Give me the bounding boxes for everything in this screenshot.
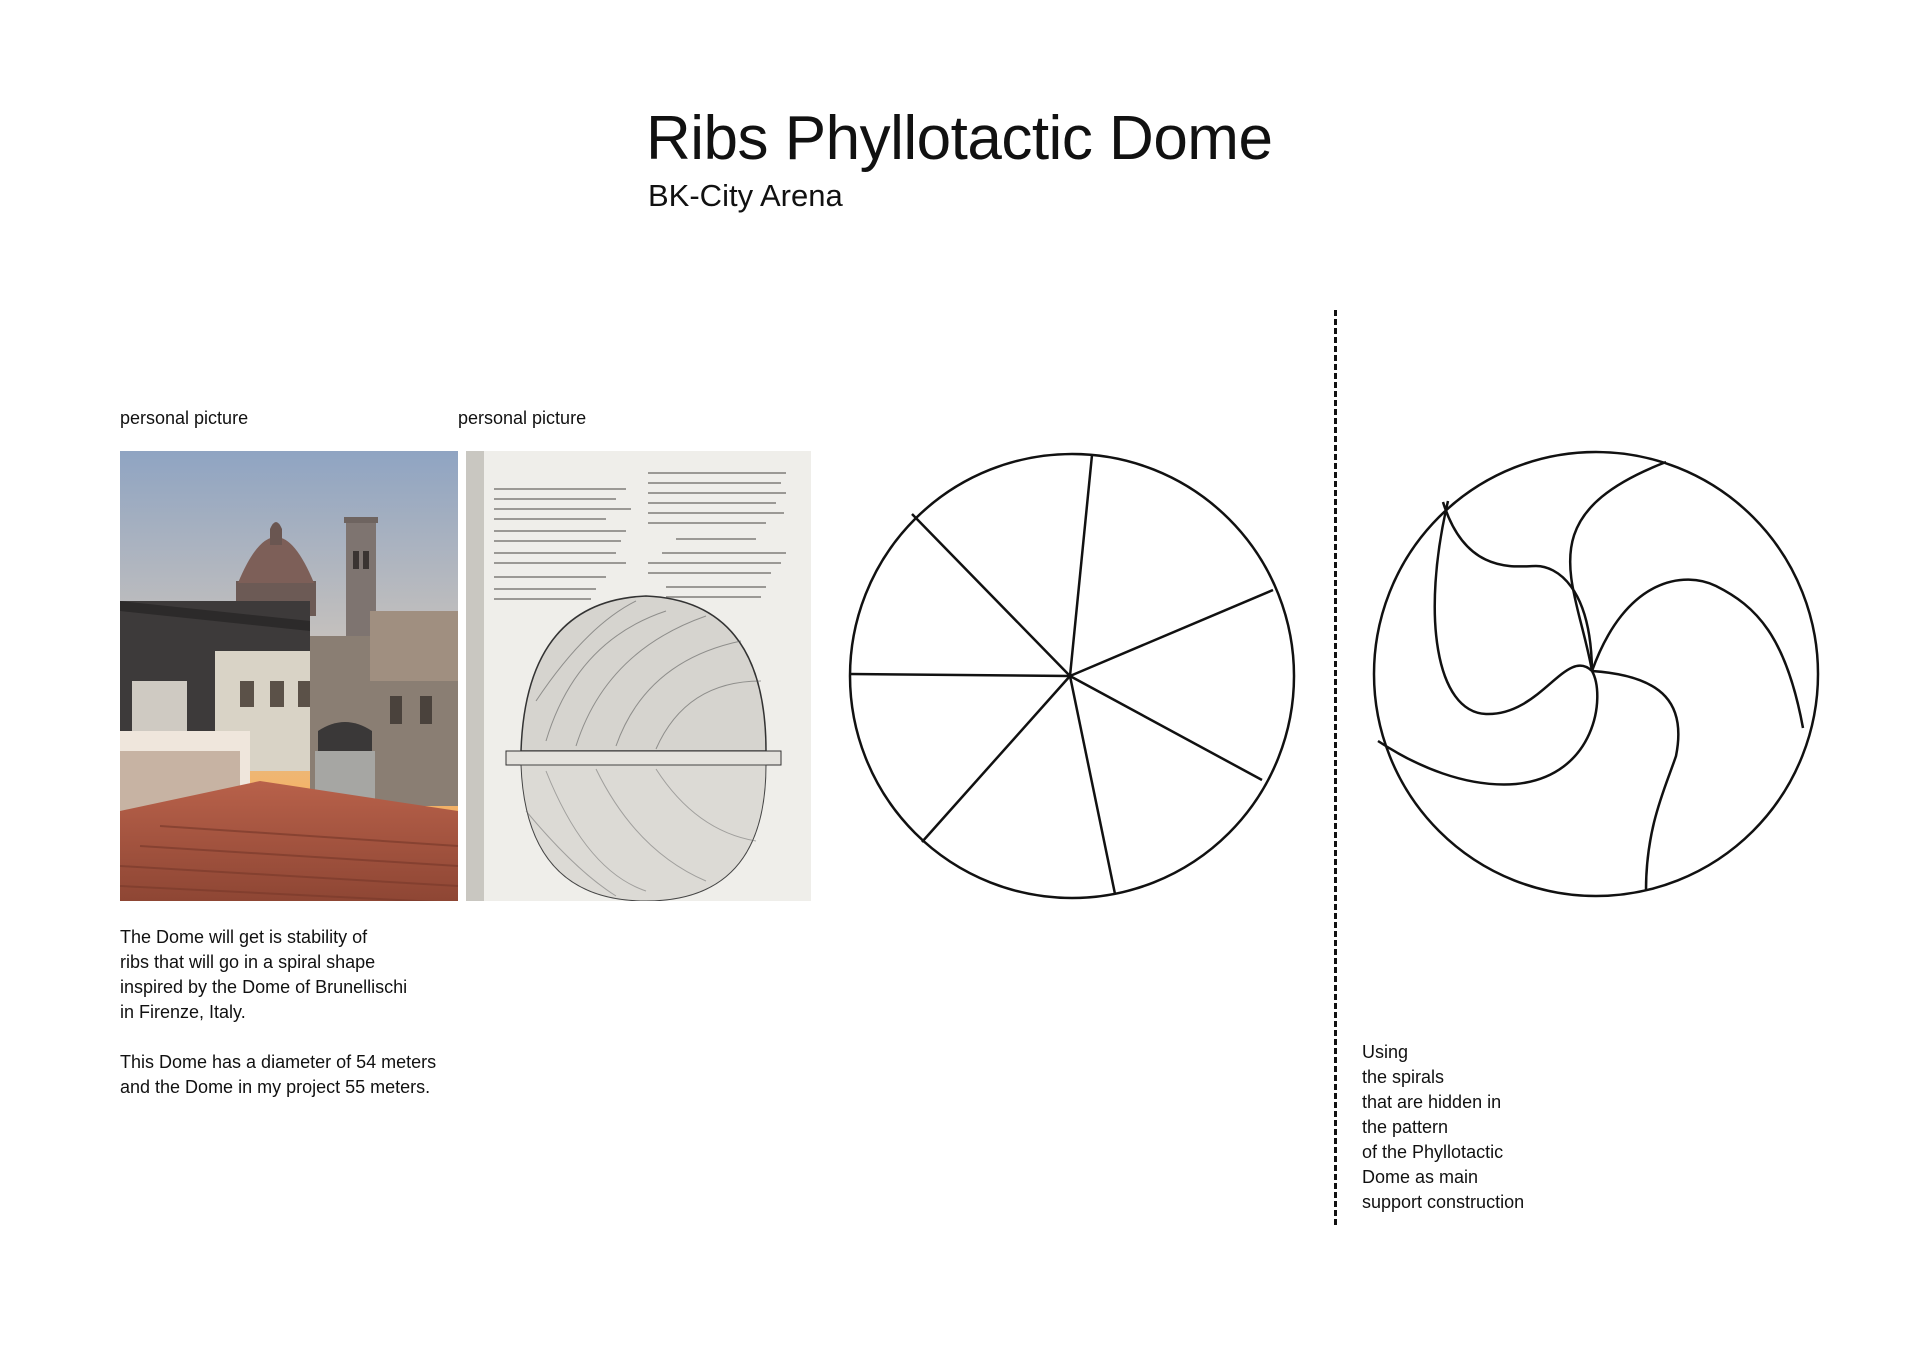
rib-line bbox=[1070, 676, 1262, 780]
spiral-diagram-circle bbox=[1374, 452, 1818, 896]
page-title: Ribs Phyllotactic Dome bbox=[646, 104, 1273, 173]
rib-line bbox=[922, 676, 1070, 842]
rib-line bbox=[850, 674, 1070, 676]
rib-line bbox=[1070, 590, 1273, 676]
rib-line bbox=[1070, 676, 1115, 894]
spiral-rib bbox=[1443, 502, 1592, 671]
description-paragraph-2: This Dome has a diameter of 54 meters and the Dome in my project 55 meters. bbox=[120, 1052, 437, 1097]
photo-caption-1: personal picture bbox=[120, 408, 249, 428]
description-paragraph-1: The Dome will get is stability of ribs that will go in a spiral shape inspired by the Dome of Brunellischi in Firenze, Italy. bbox=[120, 927, 408, 1022]
spiral-rib bbox=[1570, 462, 1666, 671]
spiral-rib bbox=[1592, 580, 1803, 728]
photo-caption-2: personal picture bbox=[458, 408, 587, 428]
radial-ribs-diagram bbox=[842, 448, 1302, 908]
spiral-rib bbox=[1592, 671, 1678, 890]
rib-line bbox=[912, 514, 1070, 676]
spiral-rib bbox=[1435, 501, 1592, 714]
right-note: Using the spirals that are hidden in the pattern of the Phyllotactic Dome as main support construction bbox=[1362, 1042, 1525, 1212]
rib-line bbox=[1070, 455, 1092, 676]
spiral-ribs-diagram bbox=[1366, 446, 1826, 906]
book-page-photo bbox=[466, 451, 811, 901]
florence-dome-photo bbox=[120, 451, 458, 901]
dashed-divider bbox=[1334, 310, 1337, 1225]
spiral-rib bbox=[1378, 671, 1597, 784]
page-subtitle: BK-City Arena bbox=[648, 178, 843, 213]
